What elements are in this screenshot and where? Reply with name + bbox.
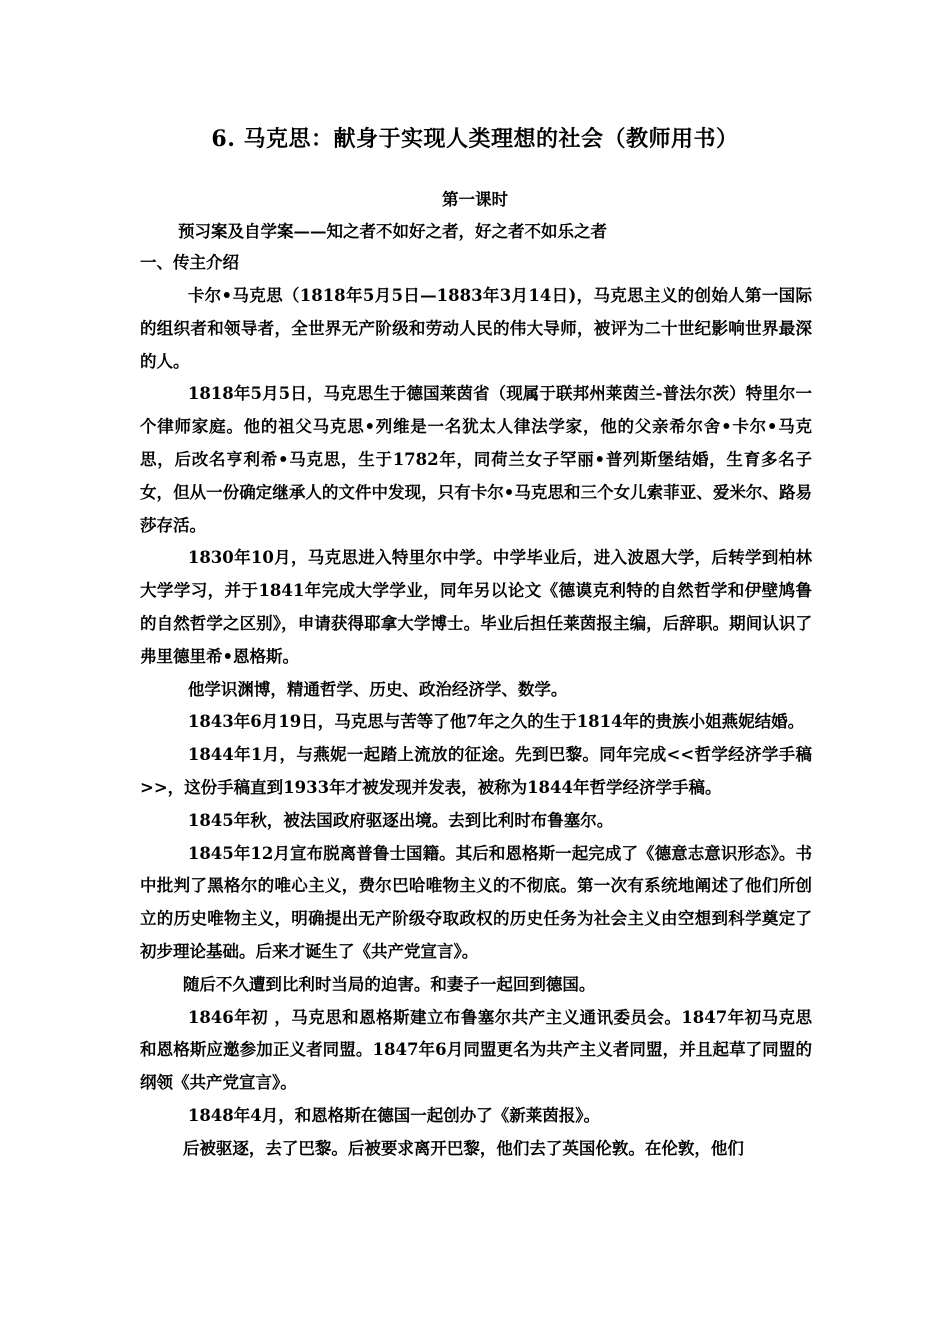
paragraph-marriage: 1843年6月19日，马克思与苦等了他7年之久的生于1814年的贵族小姐燕妮结婚。 (187, 712, 805, 732)
paragraph-newspaper: 1848年4月，和恩格斯在德国一起创办了《新莱茵报》。 (187, 1105, 600, 1125)
paragraph-ideology: 1845年12月宣布脱离普鲁士国籍。其后和恩格斯一起完成了《德意志意识形态》。书中批判了黑格尔的唯心主义，费尔巴哈唯物主义的不彻底。第一次有系统地阐述了他们所创立的历史唯物主义，明确提出无产阶级夺取政权的历史任务为社会主义由空想到科学奠定了初步理论基础。后来才诞生了《共产党宣言》。 (140, 843, 812, 961)
paragraph-league: 1846年初 ，马克思和恩格斯建立布鲁塞尔共产主义通讯委员会。1847年初马克思和恩格斯应邀参加正义者同盟。1847年6月同盟更名为共产主义者同盟，并且起草了同盟的纲领《共产党宣言》。 (140, 1007, 812, 1093)
lesson-title: 第一课时 (442, 190, 508, 209)
document-body (140, 280, 812, 1166)
paragraph-intro: 卡尔•马克思（1818年5月5日—1883年3月14日)，马克思主义的创始人第一国际的组织者和领导者，全世界无产阶级和劳动人民的伟大导师，被评为二十世纪影响世界最深的人。 (140, 286, 812, 371)
document-title: 6. 马克思：献身于实现人类理想的社会（教师用书） (211, 126, 739, 152)
paragraph-birth: 1818年5月5日，马克思生于德国莱茵省（现属于联邦州莱茵兰-普法尔茨）特里尔一个律师家庭。他的祖父马克思•列维是一名犹太人律法学家，他的父亲希尔舍•卡尔•马克思，后改名亨利希•马克思，生于1782年，同荷兰女子罕丽•普列斯堡结婚，生育多名子女，但从一份确定继承人的文件中发现，只有卡尔•马克思和三个女儿索菲亚、爱米尔、路易莎存活。 (140, 384, 812, 535)
paragraph-knowledge: 他学识渊博，精通哲学、历史、政治经济学、数学。 (187, 679, 568, 699)
paragraph-exile: 1844年1月，与燕妮一起踏上流放的征途。先到巴黎。同年完成<<哲学经济学手稿>>，这份手稿直到1933年才被发现并发表，被称为1844年哲学经济学手稿。 (140, 745, 812, 797)
paragraph-london: 后被驱逐，去了巴黎。后被要求离开巴黎，他们去了英国伦敦。在伦敦，他们 (182, 1138, 744, 1158)
tagline: 预习案及自学案——知之者不如好之者，好之者不如乐之者 (178, 222, 607, 241)
paragraph-return: 随后不久遭到比利时当局的迫害。和妻子一起回到德国。 (182, 974, 596, 994)
paragraph-education: 1830年10月，马克思进入特里尔中学。中学毕业后，进入波恩大学，后转学到柏林大学学习，并于1841年完成大学学业，同年另以论文《德谟克利特的自然哲学和伊壁鸠鲁的自然哲学之区别》，申请获得耶拿大学博士。毕业后担任莱茵报主编，后辞职。期间认识了弗里德里希•恩格斯。 (140, 548, 812, 666)
paragraph-expulsion: 1845年秋，被法国政府驱逐出境。去到比利时布鲁塞尔。 (187, 810, 614, 830)
section-heading: 一、传主介绍 (140, 253, 239, 272)
